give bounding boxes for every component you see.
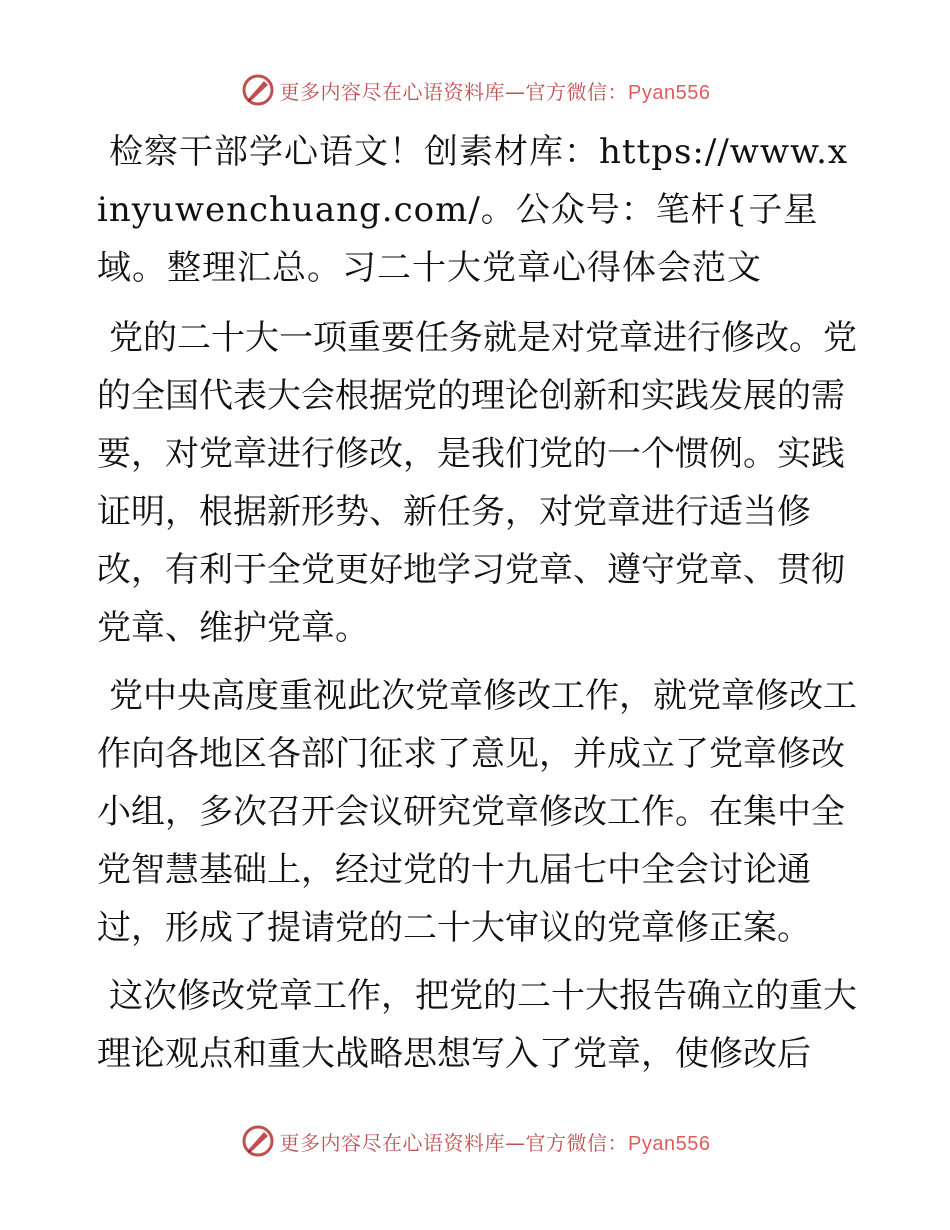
- header-brand-text: 更多内容尽在心语资料库: [279, 79, 506, 104]
- footer-brand-line: [280, 1127, 711, 1156]
- document-paragraph: 党中央高度重视此次党章修改工作，就党章修改工作向各地区各部门征求了意见，并成立了党章修改小组，多次召开会议研究党章修改工作。在集中全党智慧基础上，经过党的十九届七中全会讨论通过，形成了提请党的二十大审议的党章修正案。: [97, 676, 857, 948]
- header-separator: —: [505, 79, 526, 104]
- pen-nib-logo-icon: [240, 1123, 276, 1159]
- footer-brand-text: 更多内容尽在心语资料库: [279, 1130, 506, 1155]
- document-paragraph: 这次修改党章工作，把党的二十大报告确立的重大理论观点和重大战略思想写入了党章，使修改后: [97, 976, 857, 1074]
- pen-nib-logo-icon: [240, 72, 276, 108]
- document-paragraph: 党的二十大一项重要任务就是对党章进行修改。党的全国代表大会根据党的理论创新和实践发展的需要，对党章进行修改，是我们党的一个惯例。实践证明，根据新形势、新任务，对党章进行适当修改，有利于全党更好地学习党章、遵守党章、贯彻党章、维护党章。: [97, 318, 857, 648]
- footer-contact-label: 官方微信：: [525, 1130, 629, 1155]
- footer-separator: —: [505, 1130, 526, 1155]
- footer-banner: [0, 1121, 950, 1161]
- document-title-paragraph: 检察干部学心语文！创素材库：https://www.xinyuwenchuang.com/。公众号：笔杆{子星域。整理汇总。习二十大党章心得体会范文: [97, 132, 849, 288]
- header-contact-id: Pyan556: [628, 81, 711, 104]
- header-contact-label: 官方微信：: [525, 79, 629, 104]
- header-brand-line: [280, 76, 711, 105]
- document-body: [97, 123, 857, 1093]
- footer-contact-id: Pyan556: [628, 1132, 711, 1155]
- header-banner: [0, 70, 950, 110]
